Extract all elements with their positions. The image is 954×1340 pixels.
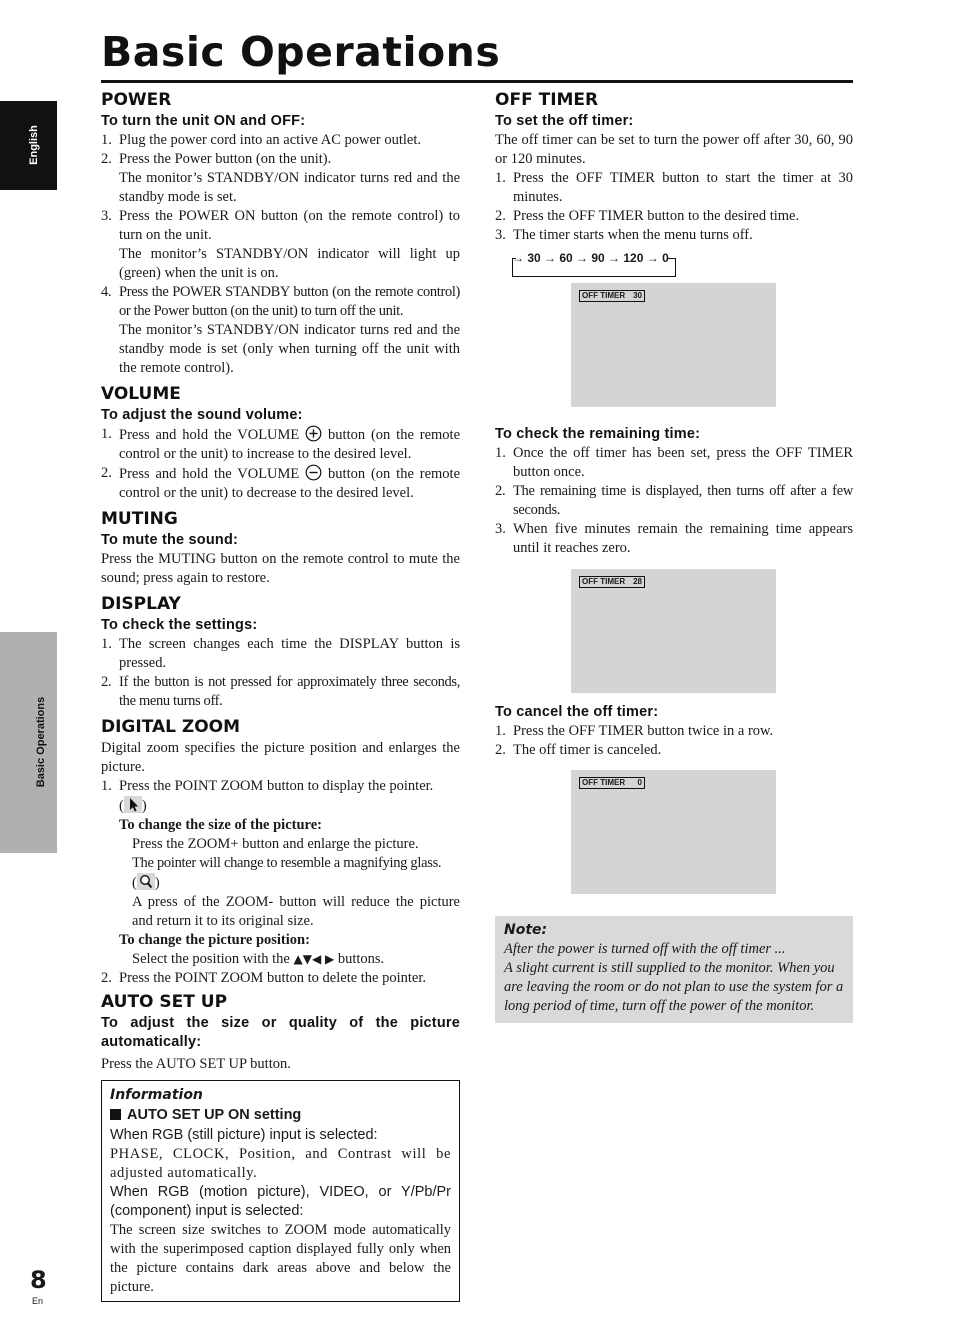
off-timer-set-subheading: To set the off timer: <box>495 113 634 129</box>
step-text: If the button is not pressed for approximately three seconds, the menu turns off. <box>119 674 460 709</box>
step-note: The monitor’s STANDBY/ON indicator turns red and the standby mode is set (only when turning off the unit with the remote control). <box>119 322 460 376</box>
timer-sequence: → 30 → 60 → 90 → 120 → 0 <box>512 251 669 265</box>
osd-value: 28 <box>633 577 642 586</box>
power-heading: POWER <box>101 90 172 110</box>
list-item <box>101 131 460 150</box>
page-number: 8 <box>30 1266 47 1294</box>
list-item <box>101 207 460 283</box>
step-text: Plug the power cord into an active AC power outlet. <box>119 132 422 148</box>
step-number: 2. <box>495 742 506 758</box>
screen-preview-check <box>571 569 776 693</box>
direction-arrows-icon: ▲▼◀ ▶ <box>293 952 335 966</box>
pointer-icon <box>124 796 142 813</box>
off-timer-intro: The off timer can be set to turn the power off after 30, 60, 90 or 120 minutes. <box>495 132 853 167</box>
size-line-3: A press of the ZOOM- button will reduce the picture and return it to its original size. <box>132 894 460 929</box>
list-item <box>101 425 460 464</box>
language-tab <box>0 101 57 190</box>
list-item <box>101 283 460 378</box>
right-column <box>495 88 853 1023</box>
step-note: The monitor’s STANDBY/ON indicator will light up (green) when the unit is on. <box>119 246 460 281</box>
step-number: 2. <box>495 483 506 499</box>
off-timer-cancel-subheading: To cancel the off timer: <box>495 704 659 720</box>
step-number: 1. <box>495 170 506 186</box>
list-item <box>495 444 853 482</box>
step-number: 1. <box>495 445 506 461</box>
step-number: 3. <box>495 227 506 243</box>
note-box <box>495 916 853 1023</box>
digital-zoom-intro: Digital zoom specifies the picture position and enlarges the picture. <box>101 740 460 775</box>
step-text: The remaining time is displayed, then turns off after a few seconds. <box>513 483 853 518</box>
step-text: Press the POINT ZOOM button to delete the pointer. <box>119 970 427 986</box>
magnifier-icon <box>137 873 155 890</box>
list-item <box>101 464 460 503</box>
step-text: Press the OFF TIMER button to start the timer at 30 minutes. <box>513 170 853 205</box>
step-text: Press and hold the VOLUME <box>119 427 300 443</box>
list-item <box>101 969 460 988</box>
display-subheading: To check the settings: <box>101 617 258 633</box>
information-box <box>101 1080 460 1302</box>
information-title: Information <box>110 1087 203 1103</box>
timer-sequence-diagram <box>512 251 853 283</box>
volume-plus-icon <box>305 425 322 442</box>
off-timer-check-subheading: To check the remaining time: <box>495 426 701 442</box>
note-line-2: A slight current is still supplied to the monitor. When you are leaving the room or do not plan to use the system for a long period of time, turn off the power of the monitor. <box>504 960 844 1014</box>
power-steps <box>101 131 460 378</box>
digital-zoom-steps <box>101 777 460 988</box>
language-tab-label: English <box>28 125 40 165</box>
step-text: Once the off timer has been set, press the OFF TIMER button once. <box>513 445 853 480</box>
screen-preview-cancel <box>571 770 776 894</box>
step-text: Press the OFF TIMER button to the desired time. <box>513 208 800 224</box>
list-item <box>101 150 460 207</box>
volume-heading: VOLUME <box>101 384 181 404</box>
step-text: The timer starts when the menu turns off. <box>513 227 753 243</box>
list-item <box>495 741 853 760</box>
osd-value: 0 <box>637 778 642 787</box>
muting-text: Press the MUTING button on the remote control to mute the sound; press again to restore. <box>101 551 460 586</box>
step-text: The screen changes each time the DISPLAY button is pressed. <box>119 636 460 671</box>
rgb-still-label: When RGB (still picture) input is selected: <box>110 1127 378 1143</box>
auto-set-up-text: Press the AUTO SET UP button. <box>101 1056 291 1072</box>
step-number: 2. <box>101 151 112 167</box>
muting-heading: MUTING <box>101 509 178 529</box>
step-number: 1. <box>101 778 112 794</box>
step-text: Press the Power button (on the unit). <box>119 151 332 167</box>
rgb-still-text: PHASE, CLOCK, Position, and Contrast will be adjusted automatically. <box>110 1146 451 1181</box>
page-title: Basic Operations <box>101 28 501 76</box>
rgb-motion-text: The screen size switches to ZOOM mode automatically with the superimposed caption displayed fully only when the picture contains dark areas above and below the picture. <box>110 1222 451 1295</box>
list-item <box>495 482 853 520</box>
step-text: Press the POWER STANDBY button (on the remote control) or the Power button (on the unit) to turn off the unit. <box>119 284 460 319</box>
muting-subheading: To mute the sound: <box>101 532 239 548</box>
rgb-motion-label: When RGB (motion picture), VIDEO, or Y/Pb/Pr (component) input is selected: <box>110 1184 451 1219</box>
digital-zoom-heading: DIGITAL ZOOM <box>101 717 241 737</box>
information-subtitle: AUTO SET UP ON setting <box>127 1107 302 1123</box>
off-timer-heading: OFF TIMER <box>495 90 599 110</box>
step-text: Press the POINT ZOOM button to display the pointer. <box>119 778 434 794</box>
note-title: Note: <box>504 922 548 938</box>
osd-off-timer <box>579 777 645 789</box>
step-note: The monitor’s STANDBY/ON indicator turns red and the standby mode is set. <box>119 170 460 205</box>
list-item <box>101 635 460 673</box>
step-text: Press and hold the VOLUME <box>119 466 300 482</box>
osd-label: OFF TIMER <box>582 778 626 787</box>
step-text: button (on the remote control or the unit) to decrease to the desired level. <box>119 466 461 501</box>
step-number: 1. <box>101 636 112 652</box>
position-heading: To change the picture position: <box>119 932 310 948</box>
position-text-end: buttons. <box>337 951 385 967</box>
osd-value: 30 <box>633 291 642 300</box>
list-item <box>495 520 853 558</box>
title-divider <box>101 80 853 83</box>
size-line-1: Press the ZOOM+ button and enlarge the picture. <box>132 836 419 852</box>
step-number: 2. <box>495 208 506 224</box>
step-number: 2. <box>101 970 112 986</box>
list-item <box>495 207 853 226</box>
square-bullet-icon <box>110 1109 121 1120</box>
off-timer-check-steps <box>495 444 853 558</box>
volume-subheading: To adjust the sound volume: <box>101 407 303 423</box>
list-item <box>495 722 853 741</box>
step-number: 3. <box>101 208 112 224</box>
step-text: When five minutes remain the remaining time appears until it reaches zero. <box>513 521 853 556</box>
step-text: Press the POWER ON button (on the remote control) to turn on the unit. <box>119 208 460 243</box>
auto-set-up-subheading: To adjust the size or quality of the picture automatically: <box>101 1015 460 1050</box>
step-number: 4. <box>101 284 112 300</box>
step-number: 2. <box>101 674 112 690</box>
screen-preview-set <box>571 283 776 407</box>
step-number: 2. <box>101 465 112 481</box>
step-text: The off timer is canceled. <box>513 742 662 758</box>
off-timer-set-steps <box>495 169 853 245</box>
list-item: 1. Press the POINT ZOOM button to display the pointer. ( ) To change the size of the picture: Press the ZOOM+ button and enlarge the picture. The pointer will change to resemble a magnifying glass. ( ) A press of the ZOOM- button will reduce the picture and return it to its original size. To change the picture position: Select the position with the ▲▼◀ ▶ buttons. <box>101 778 460 967</box>
auto-set-up-heading: AUTO SET UP <box>101 992 228 1012</box>
left-column <box>101 88 460 1302</box>
osd-label: OFF TIMER <box>582 577 626 586</box>
power-subheading: To turn the unit ON and OFF: <box>101 113 306 129</box>
off-timer-cancel-steps <box>495 722 853 760</box>
step-text: button (on the remote control or the unit) to increase to the desired level. <box>119 427 461 462</box>
step-text: Press the OFF TIMER button twice in a row. <box>513 723 774 739</box>
list-item <box>495 226 853 245</box>
size-line-2: The pointer will change to resemble a magnifying glass. <box>132 855 442 871</box>
page-language-code: En <box>32 1296 44 1306</box>
size-heading: To change the size of the picture: <box>119 817 322 833</box>
section-tab <box>0 632 57 853</box>
note-line-1: After the power is turned off with the off timer ... <box>504 941 786 957</box>
osd-off-timer <box>579 290 645 302</box>
step-number: 3. <box>495 521 506 537</box>
display-heading: DISPLAY <box>101 594 181 614</box>
step-number: 1. <box>101 132 112 148</box>
position-text: Select the position with the <box>132 951 290 967</box>
step-number: 1. <box>495 723 506 739</box>
list-item <box>101 673 460 711</box>
list-item <box>495 169 853 207</box>
step-number: 1. <box>101 426 112 442</box>
volume-minus-icon <box>305 464 322 481</box>
section-tab-label: Basic Operations <box>35 696 47 788</box>
display-steps <box>101 635 460 711</box>
osd-label: OFF TIMER <box>582 291 626 300</box>
osd-off-timer <box>579 576 645 588</box>
volume-steps <box>101 425 460 503</box>
